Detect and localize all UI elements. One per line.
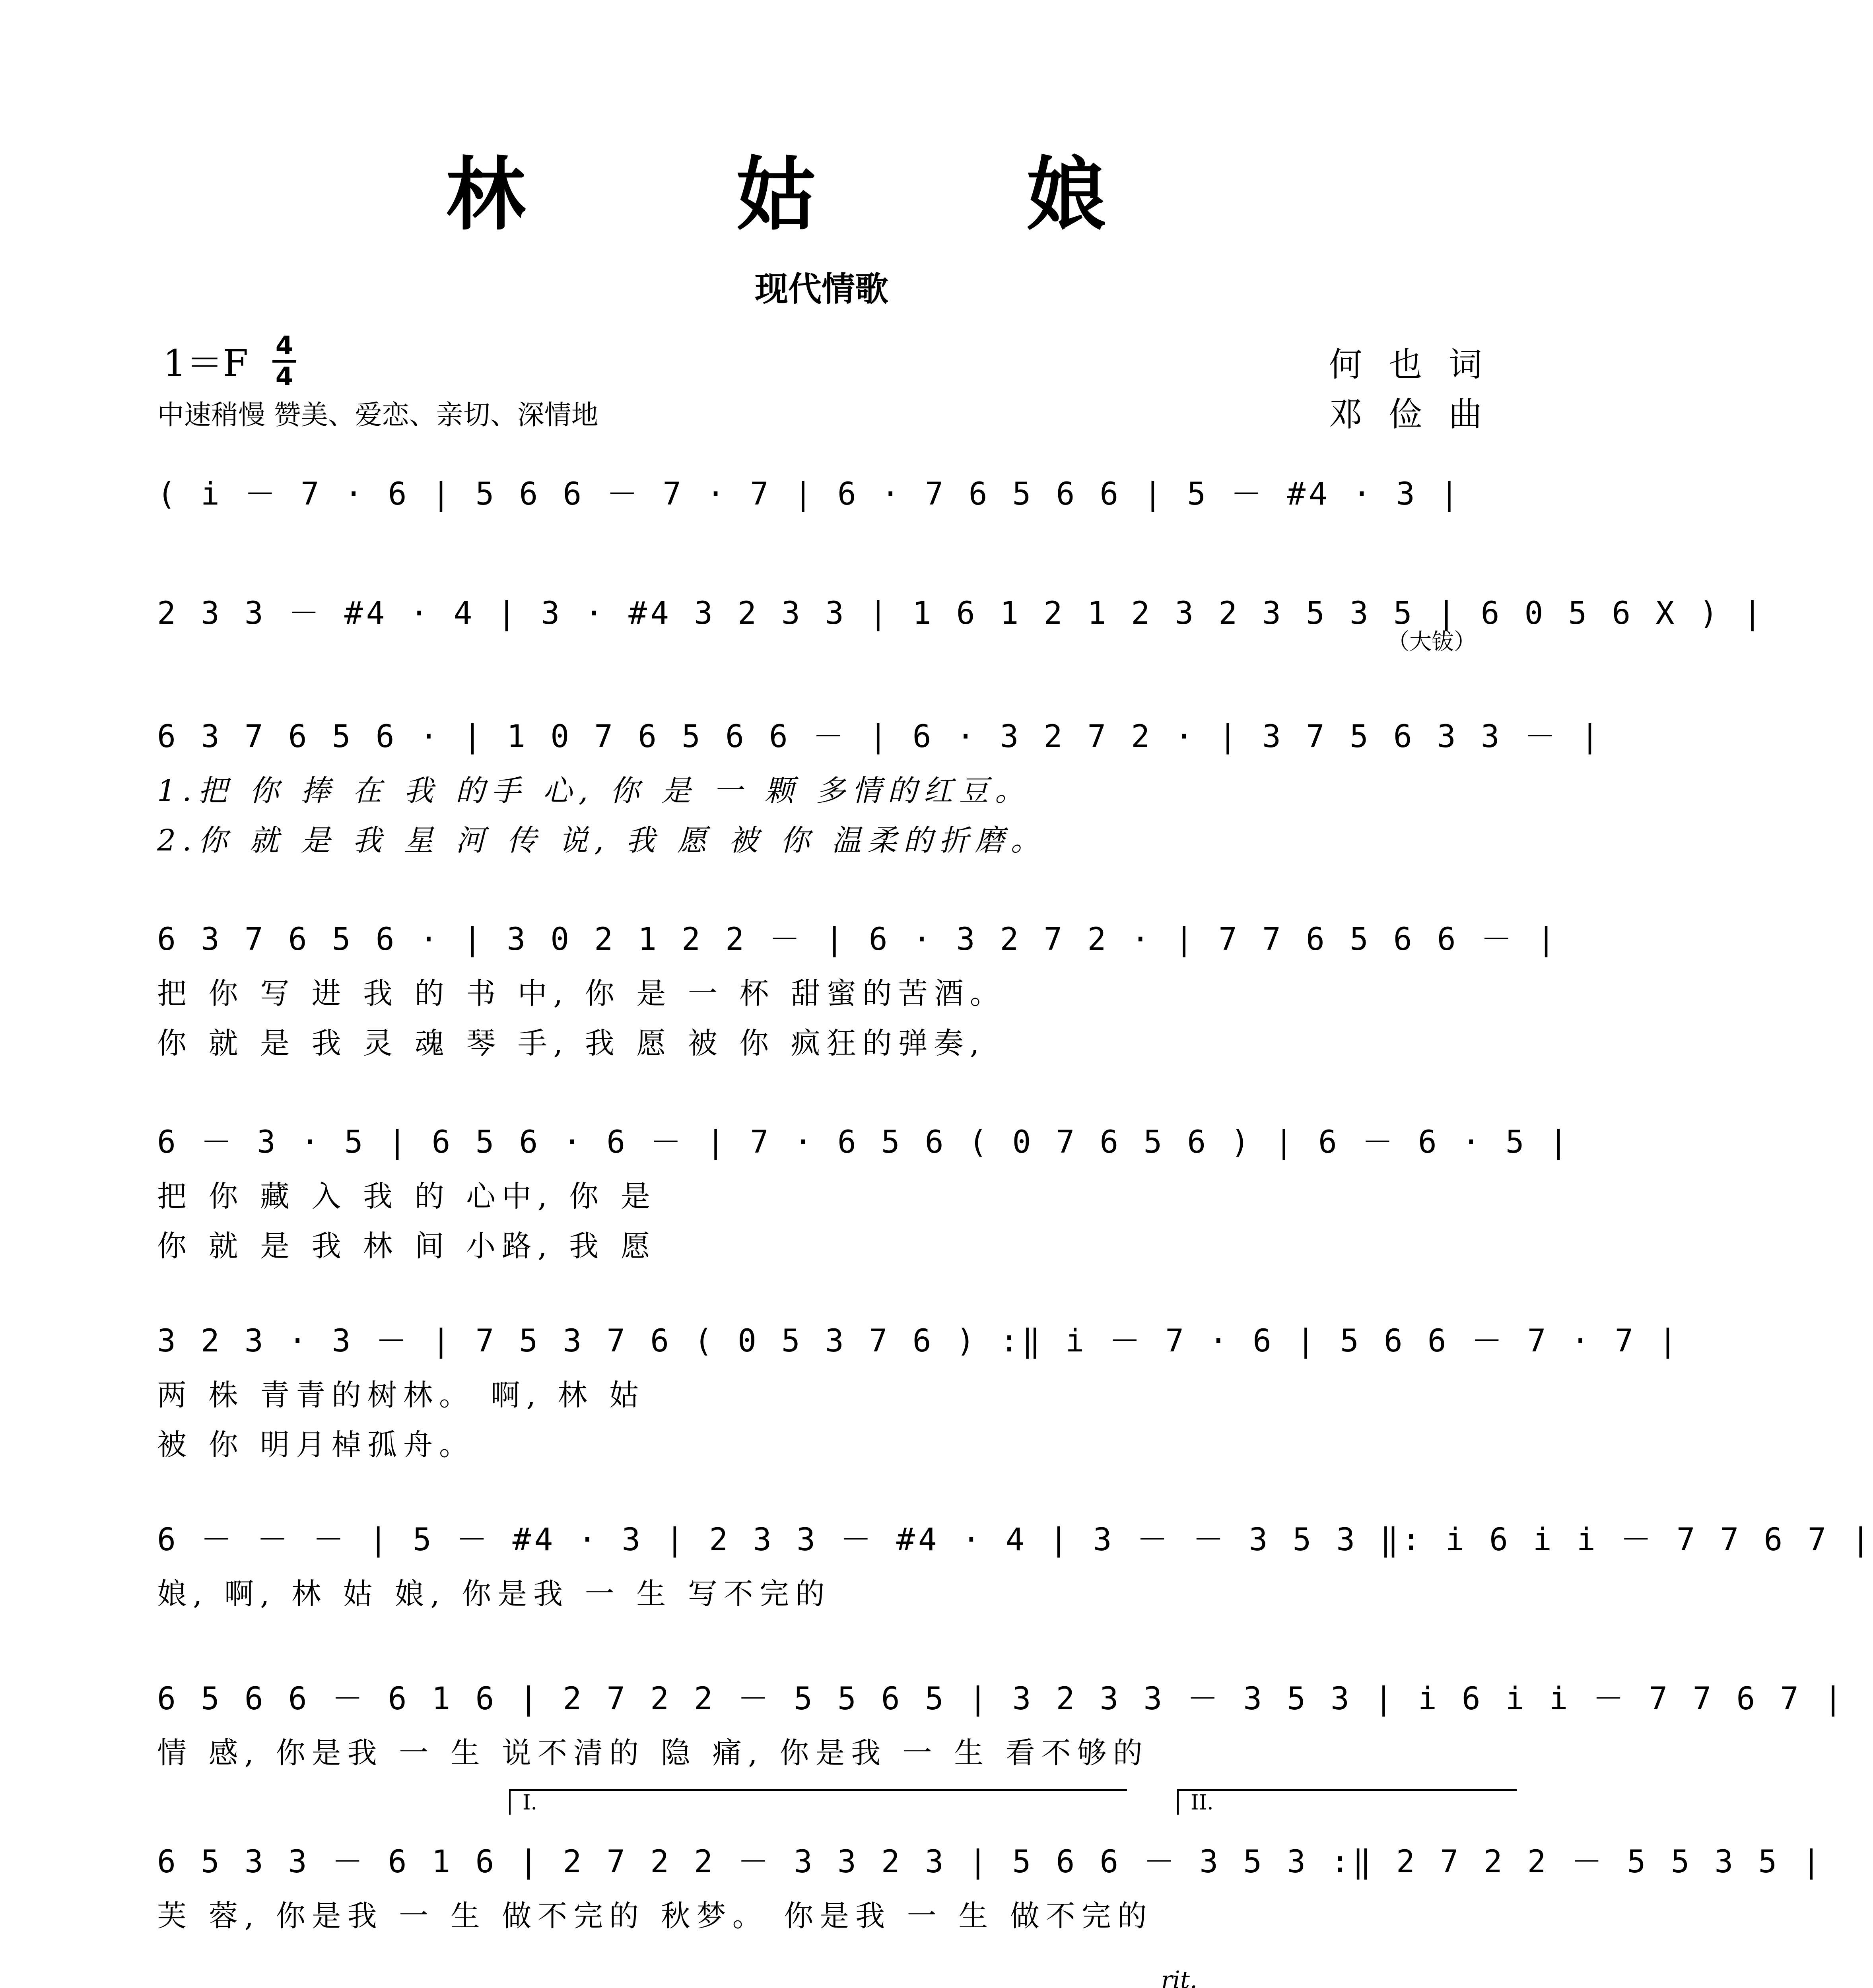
lyric-line: 你 就 是 我 灵 魂 琴 手, 我 愿 被 你 疯狂的弹奏,: [157, 1026, 986, 1060]
lyric-line: 芙 蓉, 你是我 一 生 做不完的 秋梦。 你是我 一 生 做不完的: [157, 1899, 1153, 1933]
key-signature: 1＝F: [163, 342, 249, 384]
lyric-line: 两 株 青青的树林。 啊, 林 姑: [157, 1378, 645, 1412]
ritardando-mark: rit.: [1161, 1966, 1198, 1988]
notation-line: 3 2 3 · 3 － | 7 5 3 7 6 ( 0 5 3 7 6 ) :‖ i － 7 · 6 | 5 6 6 － 7 · 7 |: [157, 1323, 1681, 1359]
notation-line: 6 － － － | 5 － #4 · 3 | 2 3 3 － #4 · 4 | 3 － － 3 5 3 ‖: i 6 i i － 7 7 6 7 |: [157, 1522, 1873, 1558]
notation-line: 6 5 6 6 － 6 1 6 | 2 7 2 2 － 5 5 6 5 | 3 2 3 3 － 3 5 3 | i 6 i i － 7 7 6 7 |: [157, 1681, 1846, 1717]
meter-top: 4: [272, 333, 296, 363]
lyric-line: 情 感, 你是我 一 生 说不清的 隐 痛, 你是我 一 生 看不够的: [157, 1736, 1149, 1770]
lyricist-credit: 何 也 词: [1329, 345, 1490, 384]
meter-bottom: 4: [275, 362, 293, 392]
lyric-line: 被 你 明月棹孤舟。: [157, 1428, 475, 1462]
cymbal-annotation: （大钹）: [1387, 629, 1476, 655]
notation-line: ( i － 7 · 6 | 5 6 6 － 7 · 7 | 6 · 7 6 5 6 6 | 5 － #4 · 3 |: [157, 476, 1462, 512]
song-title: 林 姑 娘: [446, 148, 1197, 241]
volta-ending: I.: [509, 1789, 1127, 1815]
composer-credit: 邓 俭 曲: [1329, 395, 1490, 434]
lyric-line: 把 你 写 进 我 的 书 中, 你 是 一 杯 甜蜜的苦酒。: [157, 977, 1006, 1011]
lyric-line: 你 就 是 我 林 间 小路, 我 愿: [157, 1229, 657, 1263]
notation-line: 6 － 3 · 5 | 6 5 6 · 6 － | 7 · 6 5 6 ( 0 7 6 5 6 ) | 6 － 6 · 5 |: [157, 1124, 1571, 1160]
lyric-line: 2.你 就 是 我 星 河 传 说, 我 愿 被 你 温柔的折磨。: [157, 823, 1047, 858]
notation-line: 6 5 3 3 － 6 1 6 | 2 7 2 2 － 3 3 2 3 | 5 6 6 － 3 5 3 :‖ 2 7 2 2 － 5 5 3 5 |: [157, 1844, 1824, 1880]
lyric-line: 把 你 藏 入 我 的 心中, 你 是: [157, 1179, 657, 1213]
tempo-marking: 中速稍慢 赞美、爱恋、亲切、深情地: [157, 400, 598, 431]
lyric-line: 娘, 啊, 林 姑 娘, 你是我 一 生 写不完的: [157, 1577, 831, 1611]
time-signature: [272, 333, 296, 390]
notation-line: 6 3 7 6 5 6 · | 1 0 7 6 5 6 6 － | 6 · 3 2 7 2 · | 3 7 5 6 3 3 － |: [157, 719, 1603, 755]
song-subtitle: 现代情歌: [754, 270, 888, 309]
notation-line: 2 3 3 － #4 · 4 | 3 · #4 3 2 3 3 | 1 6 1 2 1 2 3 2 3 5 3 5 | 6 0 5 6 X ) |: [157, 596, 1765, 631]
volta-ending: II.: [1177, 1789, 1517, 1815]
notation-line: 6 3 7 6 5 6 · | 3 0 2 1 2 2 － | 6 · 3 2 7 2 · | 7 7 6 5 6 6 － |: [157, 922, 1559, 957]
lyric-line: 1.把 你 捧 在 我 的手 心, 你 是 一 颗 多情的红豆。: [157, 774, 1031, 808]
